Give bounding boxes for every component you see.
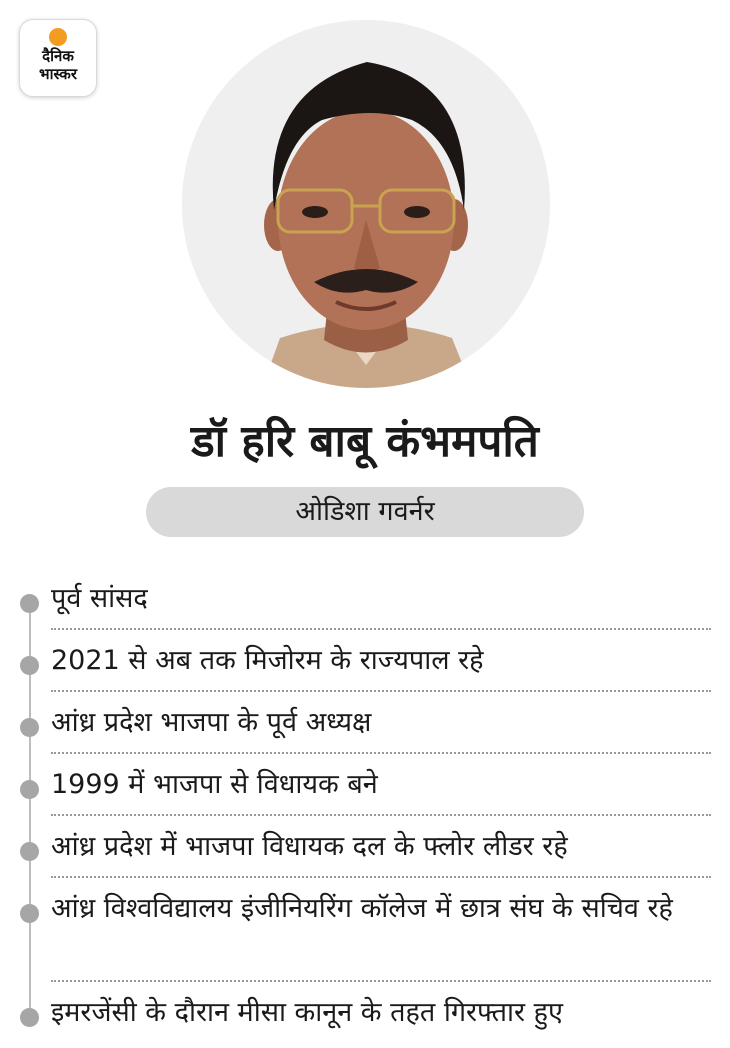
bullet-dot [20,780,39,799]
dotted-divider [51,690,711,692]
person-portrait-icon [182,20,550,388]
portrait-photo [182,20,550,388]
fact-text: पूर्व सांसद [51,583,148,614]
fact-text: 2021 से अब तक मिजोरम के राज्यपाल रहे [51,645,484,676]
role-badge: ओडिशा गवर्नर [146,487,584,537]
bullet-dot [20,1008,39,1027]
bullet-dot [20,842,39,861]
dotted-divider [51,628,711,630]
dainik-bhaskar-logo [19,19,97,97]
bullet-dot [20,904,39,923]
dotted-divider [51,980,711,982]
fact-text: आंध्र प्रदेश भाजपा के पूर्व अध्यक्ष [51,707,372,738]
fact-text: 1999 में भाजपा से विधायक बने [51,769,378,800]
logo-text-line1: दैनिक [42,47,74,65]
bullet-dot [20,656,39,675]
dotted-divider [51,876,711,878]
logo-text-line2: भास्कर [39,65,77,83]
dotted-divider [51,752,711,754]
fact-text: आंध्र प्रदेश में भाजपा विधायक दल के फ्लोर लीडर रहे [51,831,568,862]
bullet-dot [20,718,39,737]
bullet-dot [20,594,39,613]
fact-text: इमरजेंसी के दौरान मीसा कानून के तहत गिरफ्तार हुए [51,997,563,1028]
dotted-divider [51,814,711,816]
sun-icon [49,28,67,46]
person-name: डॉ हरि बाबू कंभमपति [191,416,539,467]
fact-text: आंध्र विश्वविद्यालय इंजीनियरिंग कॉलेज में छात्र संघ के सचिव रहे [51,893,673,924]
